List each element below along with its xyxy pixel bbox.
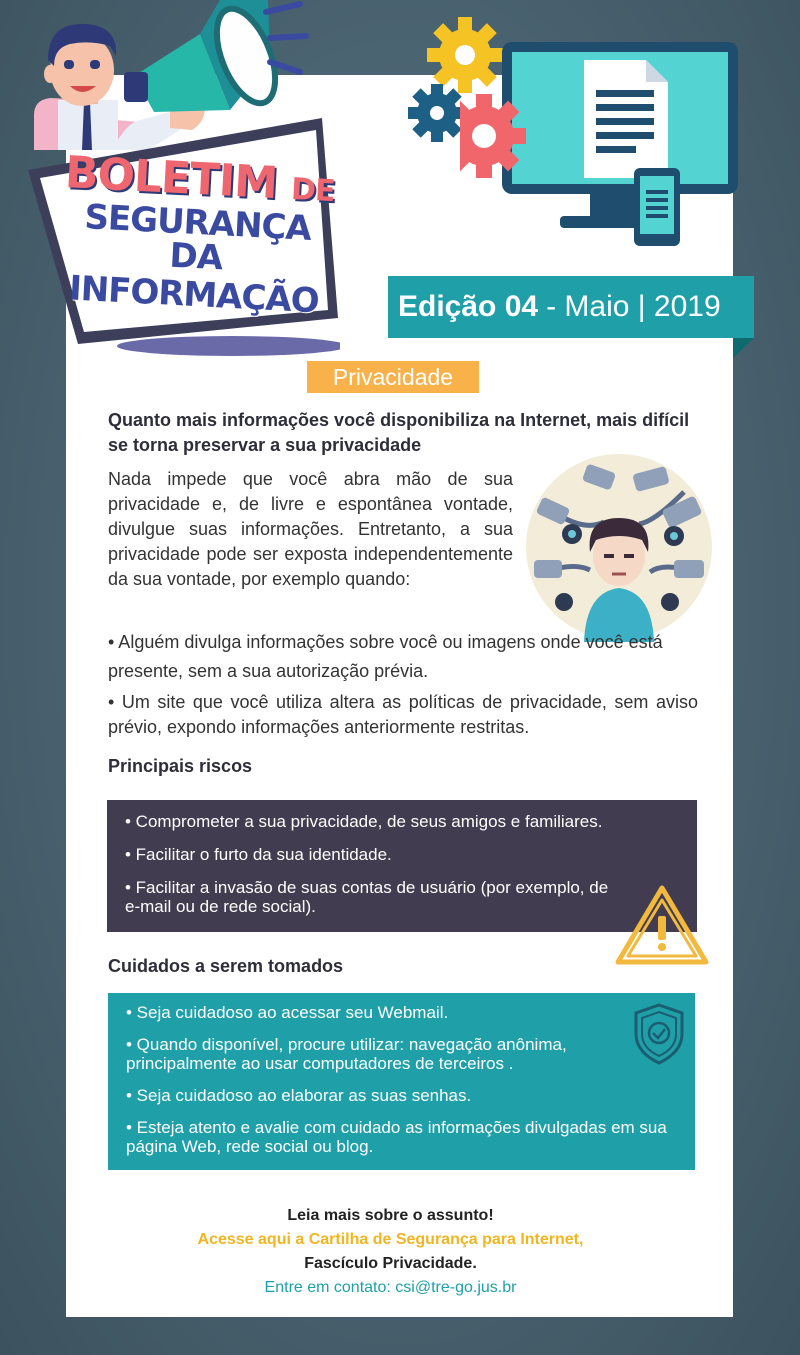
cartilha-link[interactable]: Acesse aqui a Cartilha de Segurança para Internet, [197,1231,584,1248]
care-item: • Esteja atento e avalie com cuidado as informações divulgadas em sua página Web, rede social ou blog. [126,1118,667,1156]
risk-item: • Facilitar a invasão de suas contas de usuário (por exemplo, de e-mail ou de rede social). [125,878,609,916]
care-item: • Seja cuidadoso ao acessar seu Webmail. [126,1003,449,1022]
title-card [22,118,340,346]
privacy-bullet-2: • Um site que você utiliza altera as políticas de privacidade, sem aviso prévio, expondo informações anteriormente restritas. [108,692,698,737]
footer [108,1204,673,1300]
risk-item: • Facilitar o furto da sua identidade. [125,845,392,864]
bulletin-title: BOLETIM DE SEGURANÇA DA INFORMAÇÃO [63,147,336,322]
care-item: • Seja cuidadoso ao elaborar as suas senhas. [126,1086,472,1105]
contact-email[interactable]: Entre em contato: csi@tre-go.jus.br [264,1279,517,1296]
risk-item: • Comprometer a sua privacidade, de seus amigos e familiares. [125,812,603,831]
care-box [108,993,695,1170]
edition-date: - Maio | 2019 [546,290,721,323]
monitor-icon [460,40,750,255]
intro-paragraph: Nada impede que você abra mão de sua privacidade e, de livre e espontânea vontade, divulgue suas informações. Entretanto, a sua privacidade pode ser exposta independentemente da sua vontade, por exemplo quando: [108,469,513,589]
surveillance-illustration [524,452,714,642]
risks-box [107,800,697,932]
warning-icon [614,884,710,966]
care-title: Cuidados a serem tomados [108,956,344,976]
document-icon [584,60,668,178]
fasciculo-text: Fascículo Privacidade. [304,1255,477,1272]
edition-banner-fold [733,338,754,358]
shield-check-icon [632,1002,686,1066]
headline: Quanto mais informações você disponibiliza na Internet, mais difícil se torna preservar a sua privacidade [108,410,690,455]
privacy-bullet-1: • Alguém divulga informações sobre você ou imagens onde você está presente, sem a sua autorização prévia. [108,632,663,681]
tablet-icon [634,168,680,246]
edition-banner [388,276,754,338]
topic-tag: Privacidade [307,361,479,393]
risks-title: Principais riscos [108,756,253,776]
care-item: • Quando disponível, procure utilizar: navegação anônima, principalmente ao usar computadores de terceiros . [126,1035,567,1073]
edition-number: Edição 04 [398,290,539,323]
read-more-text: Leia mais sobre o assunto! [287,1207,494,1224]
